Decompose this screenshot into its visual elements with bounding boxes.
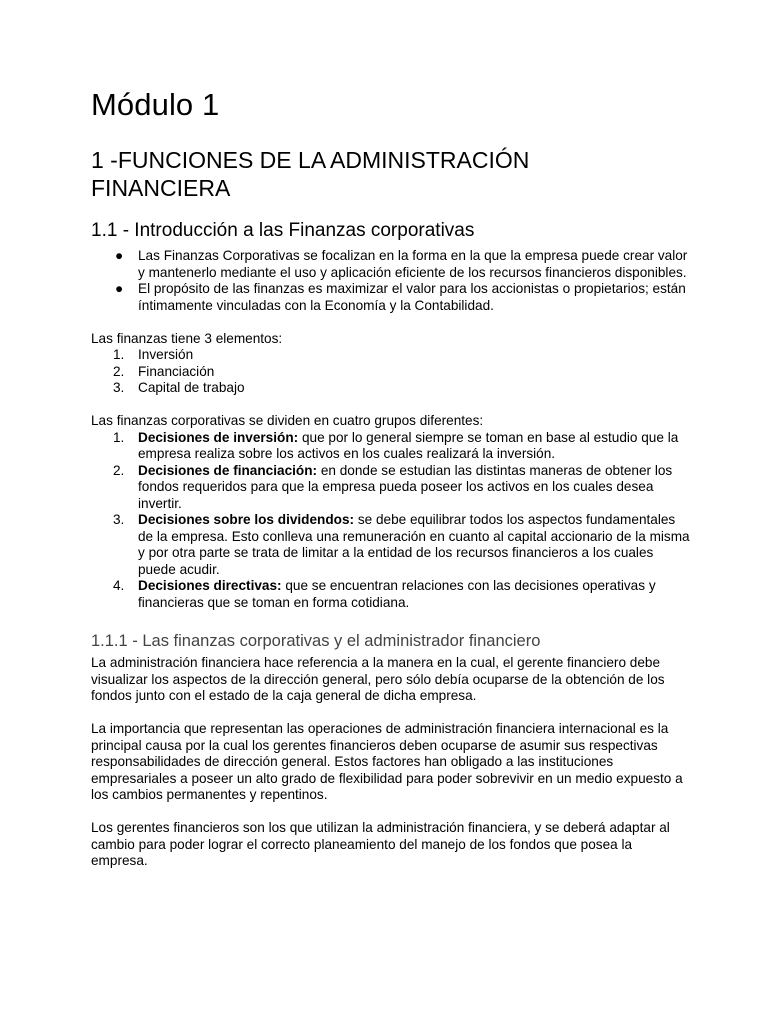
list-number: 1. xyxy=(113,347,125,362)
list-item xyxy=(91,463,691,513)
list-number: 3. xyxy=(113,512,125,527)
list-item xyxy=(91,430,691,463)
bullet-icon: ● xyxy=(115,281,124,296)
paragraph: Los gerentes financieros son los que utilizan la administración financiera, y se deberá adaptar al cambio para poder lograr el correcto planeamiento del manejo de los fondos que posea la empresa. xyxy=(91,820,670,868)
subsection-title-1-1-1: 1.1.1 - Las finanzas corporativas y el administrador financiero xyxy=(91,632,541,650)
list-item xyxy=(91,380,691,397)
bullet-icon: ● xyxy=(115,248,124,263)
bullet-item xyxy=(91,248,691,281)
bullet-text: El propósito de las finanzas es maximizar el valor para los accionistas o propietarios; están íntimamente vinculadas con la Economía y la Contabilidad. xyxy=(138,281,686,313)
list-number: 3. xyxy=(113,380,125,395)
document-page xyxy=(91,86,691,870)
bullet-item xyxy=(91,281,691,314)
list-text: que por lo general siempre se toman en base al estudio que la empresa realiza sobre los activos en los cuales realizará la inversión. xyxy=(138,429,679,461)
list-text: que se encuentran relaciones con las decisiones operativas y financieras que se toman en forma cotidiana. xyxy=(138,578,656,610)
list-text: Inversión xyxy=(138,347,194,362)
groups-list xyxy=(91,430,691,612)
section-title: 1 -FUNCIONES DE LA ADMINISTRACIÓN FINANCIERA xyxy=(91,147,530,201)
document-title: Módulo 1 xyxy=(91,87,220,122)
list-term: Decisiones de financiación: xyxy=(138,462,318,478)
intro-bullet-list xyxy=(91,248,691,314)
list-number: 1. xyxy=(113,429,125,445)
list-text: Capital de trabajo xyxy=(138,380,245,395)
list-number: 2. xyxy=(113,363,125,379)
list-number: 4. xyxy=(113,578,125,593)
elements-list xyxy=(91,347,691,397)
list-text: Financiación xyxy=(138,363,215,379)
list-item xyxy=(91,347,691,364)
list-item xyxy=(91,512,691,578)
list-term: Decisiones sobre los dividendos: xyxy=(138,512,355,527)
bullet-text: Las Finanzas Corporativas se focalizan en la forma en la que la empresa puede crear valor y mantenerlo mediante el uso y aplicación eficiente de los recursos financieros disponibles. xyxy=(138,248,688,280)
list-text: se debe equilibrar todos los aspectos fundamentales de la empresa. Esto conlleva una remuneración en cuanto al capital accionario de la misma y por otra parte se trata de limitar a la entidad de los recursos financieros a los cuales puede acudir. xyxy=(138,512,690,577)
elements-intro: Las finanzas tiene 3 elementos: xyxy=(91,330,283,346)
subsection-1-1-1-body xyxy=(91,655,691,870)
paragraph: La importancia que representan las operaciones de administración financiera internacional es la principal causa por la cual los gerentes financieros deben ocuparse de asumir sus respectivas responsabilidades de dirección general. Estos factores han obligado a las instituciones empresariales a poseer un alto grado de flexibilidad para poder sobrevivir en un medio expuesto a los cambios permanentes y repentinos. xyxy=(91,721,683,802)
groups-intro: Las finanzas corporativas se dividen en cuatro grupos diferentes: xyxy=(91,413,484,428)
subsection-title-1-1: 1.1 - Introducción a las Finanzas corporativas xyxy=(91,220,475,241)
list-text: en donde se estudian las distintas maneras de obtener los fondos requeridos para que la empresa pueda poseer los activos en los cuales desea invertir. xyxy=(138,462,673,511)
list-term: Decisiones directivas: xyxy=(138,578,282,593)
subsection-1-1-body xyxy=(91,248,691,611)
list-item xyxy=(91,578,691,611)
list-term: Decisiones de inversión: xyxy=(138,429,299,445)
paragraph: La administración financiera hace referencia a la manera en la cual, el gerente financiero debe visualizar los aspectos de la dirección general, pero sólo debía ocuparse de la obtención de los fondos junto con el estado de la caja general de dicha empresa. xyxy=(91,655,665,703)
list-number: 2. xyxy=(113,462,125,478)
list-item xyxy=(91,364,691,381)
